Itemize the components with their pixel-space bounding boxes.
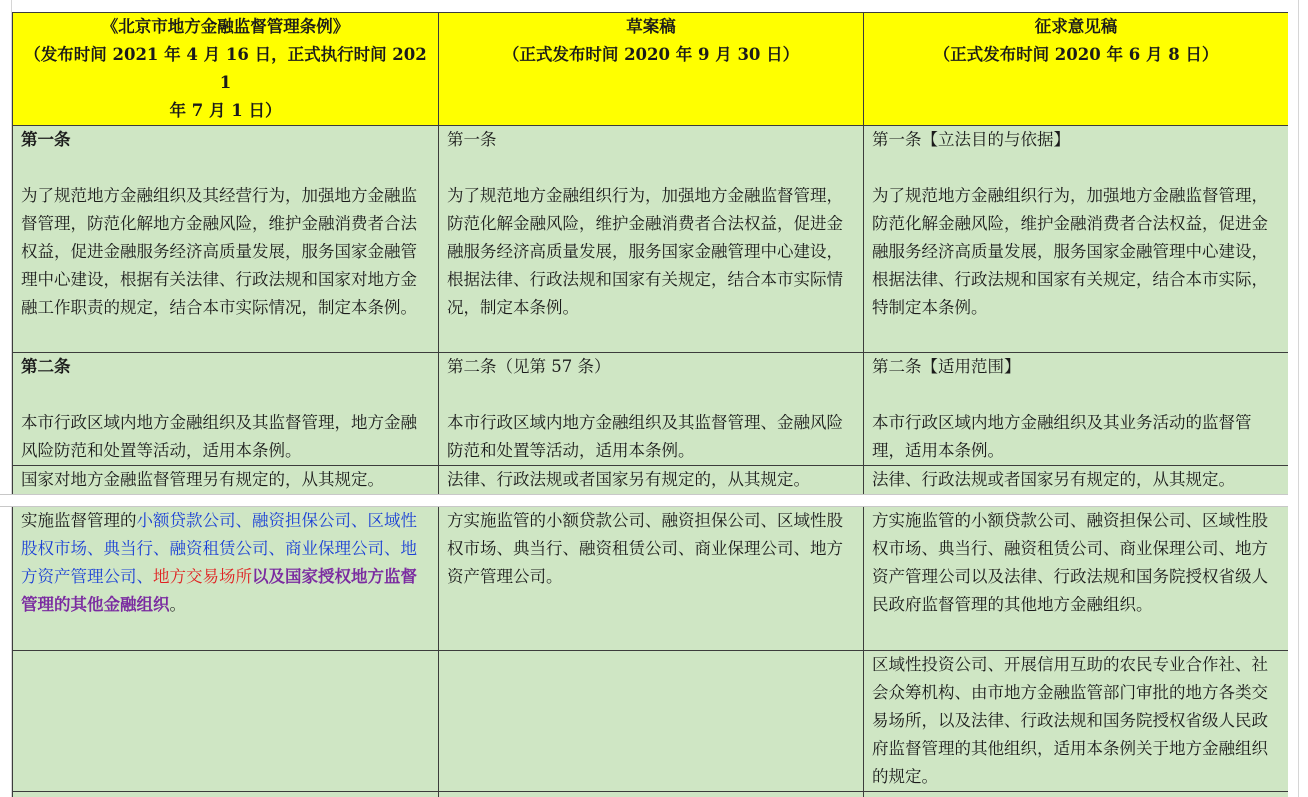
cell-enacted-definition-bottom[interactable]: [13, 507, 439, 650]
header-cell-enacted[interactable]: [13, 13, 439, 126]
cell-consultation-art2[interactable]: [864, 353, 1289, 466]
article-heading: 第二条: [21, 357, 71, 376]
article-text: 本市行政区域内地方金融组织及其监督管理，地方金融风险防范和处置等活动，适用本条例。: [21, 413, 417, 460]
cell-enacted-next[interactable]: [13, 791, 439, 797]
article-text: 为了规范地方金融组织行为，加强地方金融监督管理，防范化解金融风险，维护金融消费者合法权益，促进金融服务经济高质量发展，服务国家金融管理中心建设，根据法律、行政法规和国家有关规定，结合本市实际，特制定本条例。: [872, 186, 1268, 317]
cell-consultation-definition-bottom[interactable]: 方实施监管的小额贷款公司、融资担保公司、区域性股权市场、典当行、融资租赁公司、商业保理公司、地方资产管理公司以及法律、行政法规和国务院授权省级人民政府监督管理的其他地方金融组织。: [864, 507, 1289, 650]
article-text: 本市行政区域内地方金融组织及其业务活动的监督管理，适用本条例。: [872, 413, 1252, 460]
article-heading: 第二条（见第 57 条）: [447, 357, 611, 376]
header-consultation-date: （正式发布时间 2020 年 6 月 8 日）: [933, 45, 1219, 64]
cell-draft-art1[interactable]: [439, 126, 864, 353]
definition-text-purple: 以及国家授权地方监督管理的其他金融组织: [21, 567, 417, 614]
cell-draft-next[interactable]: [439, 791, 864, 797]
cell-consultation-art1[interactable]: [864, 126, 1289, 353]
cell-enacted-art1[interactable]: [13, 126, 439, 353]
cell-consultation-extra[interactable]: 区域性投资公司、开展信用互助的农民专业合作社、社会众筹机构、由市地方金融监管部门审批的地方各类交易场所，以及法律、行政法规和国务院授权省级人民政府监督管理的其他组织，适用本条例关于地方金融组织的规定。: [864, 650, 1289, 791]
lower-pane: [12, 507, 1289, 797]
cell-draft-definition-bottom[interactable]: 方实施监管的小额贷款公司、融资担保公司、区域性股权市场、典当行、融资租赁公司、商业保理公司、地方资产管理公司。: [439, 507, 864, 650]
cell-draft-extra[interactable]: [439, 650, 864, 791]
cell-enacted-extra[interactable]: [13, 650, 439, 791]
header-row: [13, 13, 1289, 126]
article-text: 为了规范地方金融组织及其经营行为，加强地方金融监督管理，防范化解地方金融风险，维护金融消费者合法权益，促进金融服务经济高质量发展，服务国家金融管理中心建设，根据有关法律、行政法规和国家对地方金融工作职责的规定，结合本市实际情况，制定本条例。: [21, 186, 417, 317]
pane-splitter[interactable]: [0, 494, 1308, 507]
cell-draft-other[interactable]: 法律、行政法规或者国家另有规定的，从其规定。: [439, 466, 864, 495]
comparison-table-top: [12, 12, 1289, 494]
header-enacted-date-line2: 年 7 月 1 日）: [169, 101, 282, 120]
header-cell-consultation[interactable]: [864, 13, 1289, 126]
cell-enacted-other[interactable]: 国家对地方金融监督管理另有规定的，从其规定。: [13, 466, 439, 495]
table-row-article-1: [13, 126, 1289, 353]
header-draft-title: 草案稿: [626, 17, 676, 36]
table-row-extra-scope: [13, 650, 1289, 791]
cell-consultation-next[interactable]: [864, 791, 1289, 797]
header-cell-draft[interactable]: [439, 13, 864, 126]
table-row-other-provisions: [13, 466, 1289, 495]
table-row-next: [13, 791, 1289, 797]
gutter-line: [1298, 0, 1299, 797]
definition-text-end: 。: [169, 595, 186, 614]
comparison-table-bottom: [12, 507, 1289, 797]
article-text: 本市行政区域内地方金融组织及其监督管理、金融风险防范和处置等活动，适用本条例。: [447, 413, 843, 460]
definition-text-red: 地方交易场所: [153, 567, 252, 586]
cell-draft-art2[interactable]: [439, 353, 864, 466]
header-enacted-title: 《北京市地方金融监督管理条例》: [101, 17, 350, 36]
right-gutter: [1288, 0, 1308, 797]
left-gutter: [0, 0, 12, 797]
article-heading: 第一条: [447, 130, 497, 149]
cell-consultation-other[interactable]: 法律、行政法规或者国家另有规定的，从其规定。: [864, 466, 1289, 495]
table-row-definition-bottom: [13, 507, 1289, 650]
upper-pane: [12, 12, 1289, 494]
definition-text-plain: 实施监督管理的: [21, 511, 137, 530]
article-heading: 第一条: [21, 130, 71, 149]
header-enacted-date-line1: （发布时间 2021 年 4 月 16 日，正式执行时间 2021: [24, 45, 427, 92]
table-row-article-2: [13, 353, 1289, 466]
cell-enacted-art2[interactable]: [13, 353, 439, 466]
header-draft-date: （正式发布时间 2020 年 9 月 30 日）: [502, 45, 800, 64]
article-heading: 第二条【适用范围】: [872, 357, 1021, 376]
article-heading: 第一条【立法目的与依据】: [872, 130, 1070, 149]
article-text: 为了规范地方金融组织行为，加强地方金融监督管理，防范化解金融风险，维护金融消费者合法权益，促进金融服务经济高质量发展，服务国家金融管理中心建设，根据法律、行政法规和国家有关规定，结合本市实际情况，制定本条例。: [447, 186, 843, 317]
definition-text-blue: 小额贷款公司、融资担保公司、区域性股权市场、典当行、融资租赁公司、商业保理公司、地方资产管理公司、: [21, 511, 417, 586]
header-consultation-title: 征求意见稿: [1034, 17, 1118, 36]
